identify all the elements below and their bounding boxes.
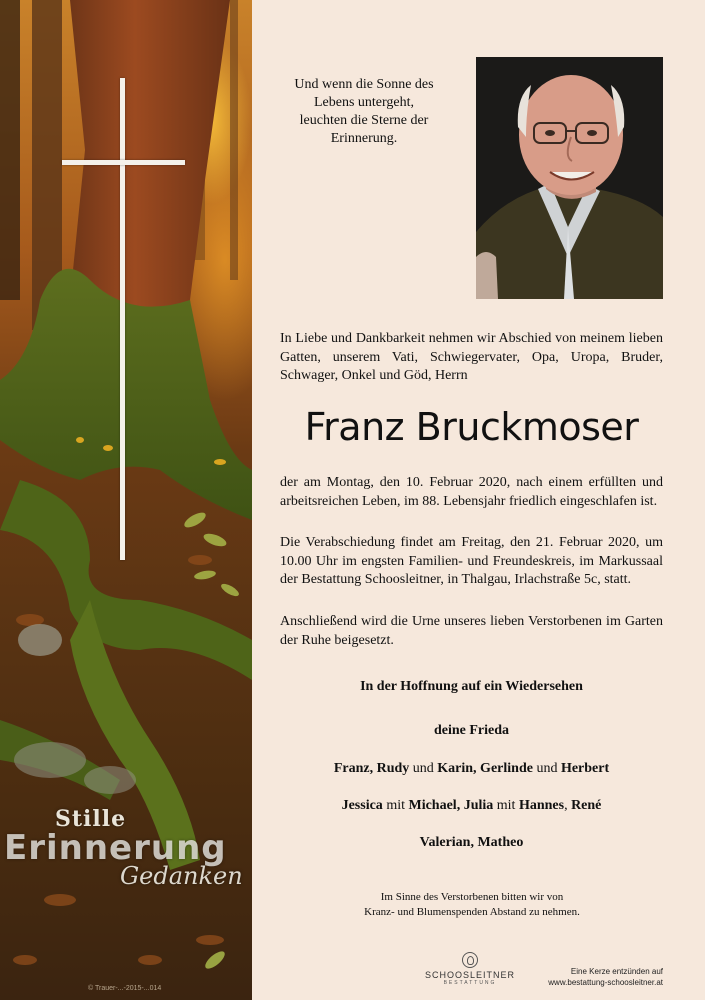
connector: , <box>564 798 572 813</box>
logo-gedanken: Gedanken <box>120 862 243 890</box>
family-names: René <box>571 798 602 813</box>
family-line-greatgrandchildren: Valerian, Matheo <box>419 835 524 850</box>
hope-line: In der Hoffnung auf ein Wiedersehen <box>360 679 583 694</box>
logo-erinnerung: Erinnerung <box>4 828 227 868</box>
intro-text: In Liebe und Dankbarkeit nehmen wir Abschied von meinem lieben Gatten, unserem Vati, Schwiegervater, Opa, Uropa, Bruder, Schwager, Onkel und Göd, Herrn <box>280 331 663 383</box>
poem-line: leuchten die Sterne der <box>299 113 429 128</box>
logo-stille: Stille <box>55 806 127 832</box>
rose-icon <box>462 952 478 968</box>
candle-info <box>530 966 663 988</box>
family-names: Jessica <box>341 798 383 813</box>
paragraph-urn: Anschließend wird die Urne unseres lieben Verstorbenen im Garten der Ruhe beigesetzt. <box>280 614 663 648</box>
wife-line: deine Frieda <box>433 723 510 738</box>
family-names: Michael, Julia <box>408 798 494 813</box>
connector: mit <box>493 798 519 813</box>
family-names: Hannes <box>518 798 565 813</box>
connector: mit <box>382 798 409 813</box>
flower-note <box>330 890 614 920</box>
copyright-text: © Trauer-...-2015-...014 <box>88 985 162 992</box>
deceased-name: Franz Bruckmoser <box>304 405 639 449</box>
family-names: Herbert <box>560 761 610 776</box>
connector: und <box>409 761 438 776</box>
connector: und <box>532 761 561 776</box>
poem-line: Erinnerung. <box>330 131 398 146</box>
family-names: Karin, Gerlinde <box>437 761 533 776</box>
note-line: Im Sinne des Verstorbenen bitten wir von <box>380 891 564 903</box>
family-names: Franz, Rudy <box>333 761 410 776</box>
cross-horizontal <box>62 160 185 165</box>
note-line: Kranz- und Blumenspenden Abstand zu nehmen. <box>364 906 580 918</box>
funeral-home-logo <box>425 952 515 986</box>
poem <box>272 76 456 148</box>
family-line-children <box>280 761 663 777</box>
candle-text: Eine Kerze entzünden auf <box>570 967 663 976</box>
forest-image <box>0 0 252 1000</box>
poem-line: Lebens untergeht, <box>313 95 415 110</box>
paragraph-death: der am Montag, den 10. Februar 2020, nach einem erfüllten und arbeitsreichen Leben, im 88. Lebensjahr friedlich eingeschlafen ist. <box>280 475 663 509</box>
paragraph-farewell: Die Verabschiedung findet am Freitag, den 21. Februar 2020, um 10.00 Uhr im engsten Familien- und Freundeskreis, im Markussaal der Bestattung Schoosleitner, in Thalgau, Irlachstraße 5c, statt. <box>280 535 663 587</box>
funeral-home-sub: BESTATTUNG <box>443 980 497 986</box>
candle-link[interactable]: www.bestattung-schoosleitner.at <box>548 978 663 987</box>
poem-line: Und wenn die Sonne des <box>294 77 434 92</box>
portrait-illustration <box>476 57 663 299</box>
funeral-home-name: SCHOOSLEITNER <box>425 970 516 980</box>
cross-vertical <box>120 78 125 560</box>
family-line-grandchildren <box>280 798 663 814</box>
portrait-photo <box>476 57 663 299</box>
